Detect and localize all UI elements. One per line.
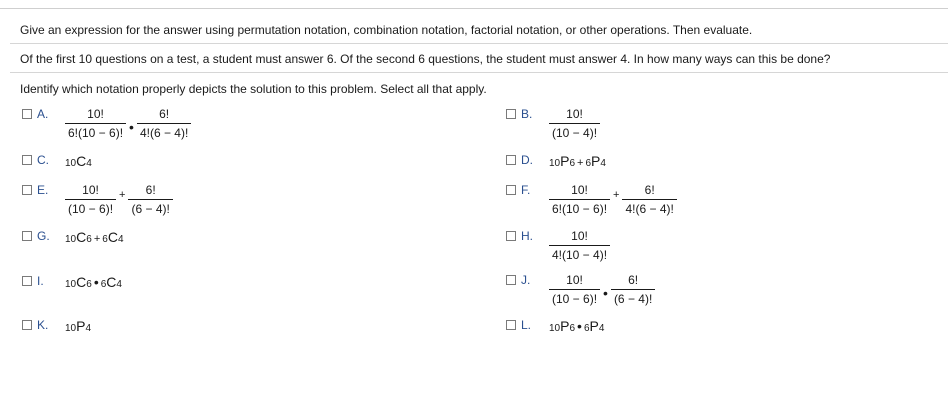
instructions-text: Give an expression for the answer using permutation notation, combination notation, factorial notation, or other operations. Then evaluate.: [20, 23, 753, 37]
operator: +: [119, 188, 126, 201]
denominator: (6 − 4)!: [128, 199, 172, 216]
subscript: 6: [583, 323, 590, 334]
numerator: 10!: [571, 183, 588, 197]
option-g-expression: [65, 229, 124, 245]
combination-symbol: C: [76, 229, 87, 245]
option-a-checkbox[interactable]: [22, 109, 32, 119]
option-c[interactable]: [22, 153, 92, 169]
subscript: 4: [116, 279, 122, 290]
subscript: 4: [86, 158, 92, 169]
operator: •: [603, 284, 608, 301]
operator: •: [577, 318, 582, 334]
option-g-letter[interactable]: G.: [37, 229, 50, 243]
subscript: 6: [569, 158, 576, 169]
subscript: 10: [65, 323, 77, 334]
permutation-symbol: P: [560, 318, 570, 334]
fraction: [128, 183, 172, 216]
subscript: 10: [549, 158, 561, 169]
option-j-expression: [549, 273, 655, 306]
denominator: (10 − 6)!: [65, 199, 116, 216]
denominator: (10 − 4)!: [549, 123, 600, 140]
option-i-letter[interactable]: I.: [37, 274, 44, 288]
combination-symbol: C: [107, 229, 118, 245]
option-f-expression: [549, 183, 677, 216]
fraction: [549, 183, 610, 216]
option-i-expression: [65, 274, 122, 290]
option-k-checkbox[interactable]: [22, 320, 32, 330]
subscript: 10: [65, 234, 77, 245]
operator: •: [93, 274, 99, 290]
option-b[interactable]: [506, 107, 600, 140]
fraction: [611, 273, 655, 306]
option-c-expression: [65, 153, 92, 169]
option-h-letter[interactable]: H.: [521, 229, 533, 243]
subscript: 4: [117, 234, 124, 245]
operator: •: [129, 118, 134, 135]
numerator: 6!: [159, 107, 170, 121]
operator: +: [613, 188, 620, 201]
option-f[interactable]: [506, 183, 677, 216]
operator: +: [93, 233, 101, 245]
subscript: 10: [549, 323, 561, 334]
numerator: 10!: [566, 273, 583, 287]
subscript: 4: [600, 158, 606, 169]
option-l-checkbox[interactable]: [506, 320, 516, 330]
option-b-checkbox[interactable]: [506, 109, 516, 119]
option-d-expression: [549, 153, 606, 169]
fraction: [65, 107, 126, 140]
operator: +: [577, 157, 584, 169]
numerator: 10!: [87, 107, 104, 121]
option-a-letter[interactable]: A.: [37, 107, 49, 121]
numerator: 10!: [571, 229, 588, 243]
option-f-letter[interactable]: F.: [521, 183, 531, 197]
option-j[interactable]: [506, 273, 655, 306]
option-e[interactable]: [22, 183, 173, 216]
option-f-checkbox[interactable]: [506, 185, 516, 195]
fraction: [65, 183, 116, 216]
option-i-checkbox[interactable]: [22, 276, 32, 286]
option-l-letter[interactable]: L.: [521, 318, 532, 332]
combination-symbol: C: [76, 153, 87, 169]
numerator: 6!: [644, 183, 655, 197]
combination-symbol: C: [76, 274, 87, 290]
numerator: 6!: [628, 273, 639, 287]
option-b-expression: [549, 107, 600, 140]
fraction: [622, 183, 676, 216]
option-e-letter[interactable]: E.: [37, 183, 49, 197]
permutation-symbol: P: [76, 318, 86, 334]
problem-text: Of the first 10 questions on a test, a student must answer 6. Of the second 6 questions, the student must answer 4. In how many ways can this be done?: [20, 52, 831, 66]
subscript: 6: [100, 279, 107, 290]
denominator: 6!(10 − 6)!: [549, 199, 610, 216]
subscript: 6: [585, 158, 592, 169]
numerator: 6!: [145, 183, 156, 197]
top-divider: [0, 8, 948, 9]
option-d-letter[interactable]: D.: [521, 153, 533, 167]
subscript: 10: [65, 279, 77, 290]
option-g[interactable]: [22, 229, 124, 245]
fraction: [549, 107, 600, 140]
option-j-letter[interactable]: J.: [521, 273, 531, 287]
option-a[interactable]: [22, 107, 191, 140]
combination-symbol: C: [106, 274, 117, 290]
subscript: 6: [86, 234, 92, 245]
permutation-symbol: P: [589, 318, 599, 334]
option-e-checkbox[interactable]: [22, 185, 32, 195]
denominator: 4!(6 − 4)!: [622, 199, 676, 216]
option-h[interactable]: [506, 229, 610, 262]
option-k-letter[interactable]: K.: [37, 318, 49, 332]
fraction: [549, 273, 600, 306]
subscript: 6: [86, 279, 92, 290]
option-a-expression: [65, 107, 191, 140]
denominator: 6!(10 − 6)!: [65, 123, 126, 140]
divider: [10, 43, 948, 44]
option-d-checkbox[interactable]: [506, 155, 516, 165]
option-g-checkbox[interactable]: [22, 231, 32, 241]
denominator: 4!(10 − 4)!: [549, 245, 610, 262]
option-d[interactable]: [506, 153, 606, 169]
denominator: (6 − 4)!: [611, 289, 655, 306]
subscript: 4: [85, 323, 92, 334]
option-k-expression: [65, 318, 91, 334]
fraction: [549, 229, 610, 262]
fraction: [137, 107, 191, 140]
option-k[interactable]: [22, 318, 91, 334]
option-h-expression: [549, 229, 610, 262]
question-prompt: Identify which notation properly depicts the solution to this problem. Select all that apply.: [20, 82, 487, 96]
option-i[interactable]: [22, 274, 122, 290]
subscript: 10: [65, 158, 77, 169]
denominator: (10 − 6)!: [549, 289, 600, 306]
option-c-letter[interactable]: C.: [37, 153, 49, 167]
option-b-letter[interactable]: B.: [521, 107, 533, 121]
option-h-checkbox[interactable]: [506, 231, 516, 241]
numerator: 10!: [566, 107, 583, 121]
permutation-symbol: P: [591, 153, 601, 169]
denominator: 4!(6 − 4)!: [137, 123, 191, 140]
divider: [10, 72, 948, 73]
numerator: 10!: [82, 183, 99, 197]
option-l-expression: [549, 318, 604, 334]
option-e-expression: [65, 183, 173, 216]
subscript: 6: [102, 234, 108, 245]
subscript: 6: [569, 323, 576, 334]
subscript: 4: [598, 323, 605, 334]
option-c-checkbox[interactable]: [22, 155, 32, 165]
permutation-symbol: P: [560, 153, 570, 169]
option-j-checkbox[interactable]: [506, 275, 516, 285]
option-l[interactable]: [506, 318, 604, 334]
